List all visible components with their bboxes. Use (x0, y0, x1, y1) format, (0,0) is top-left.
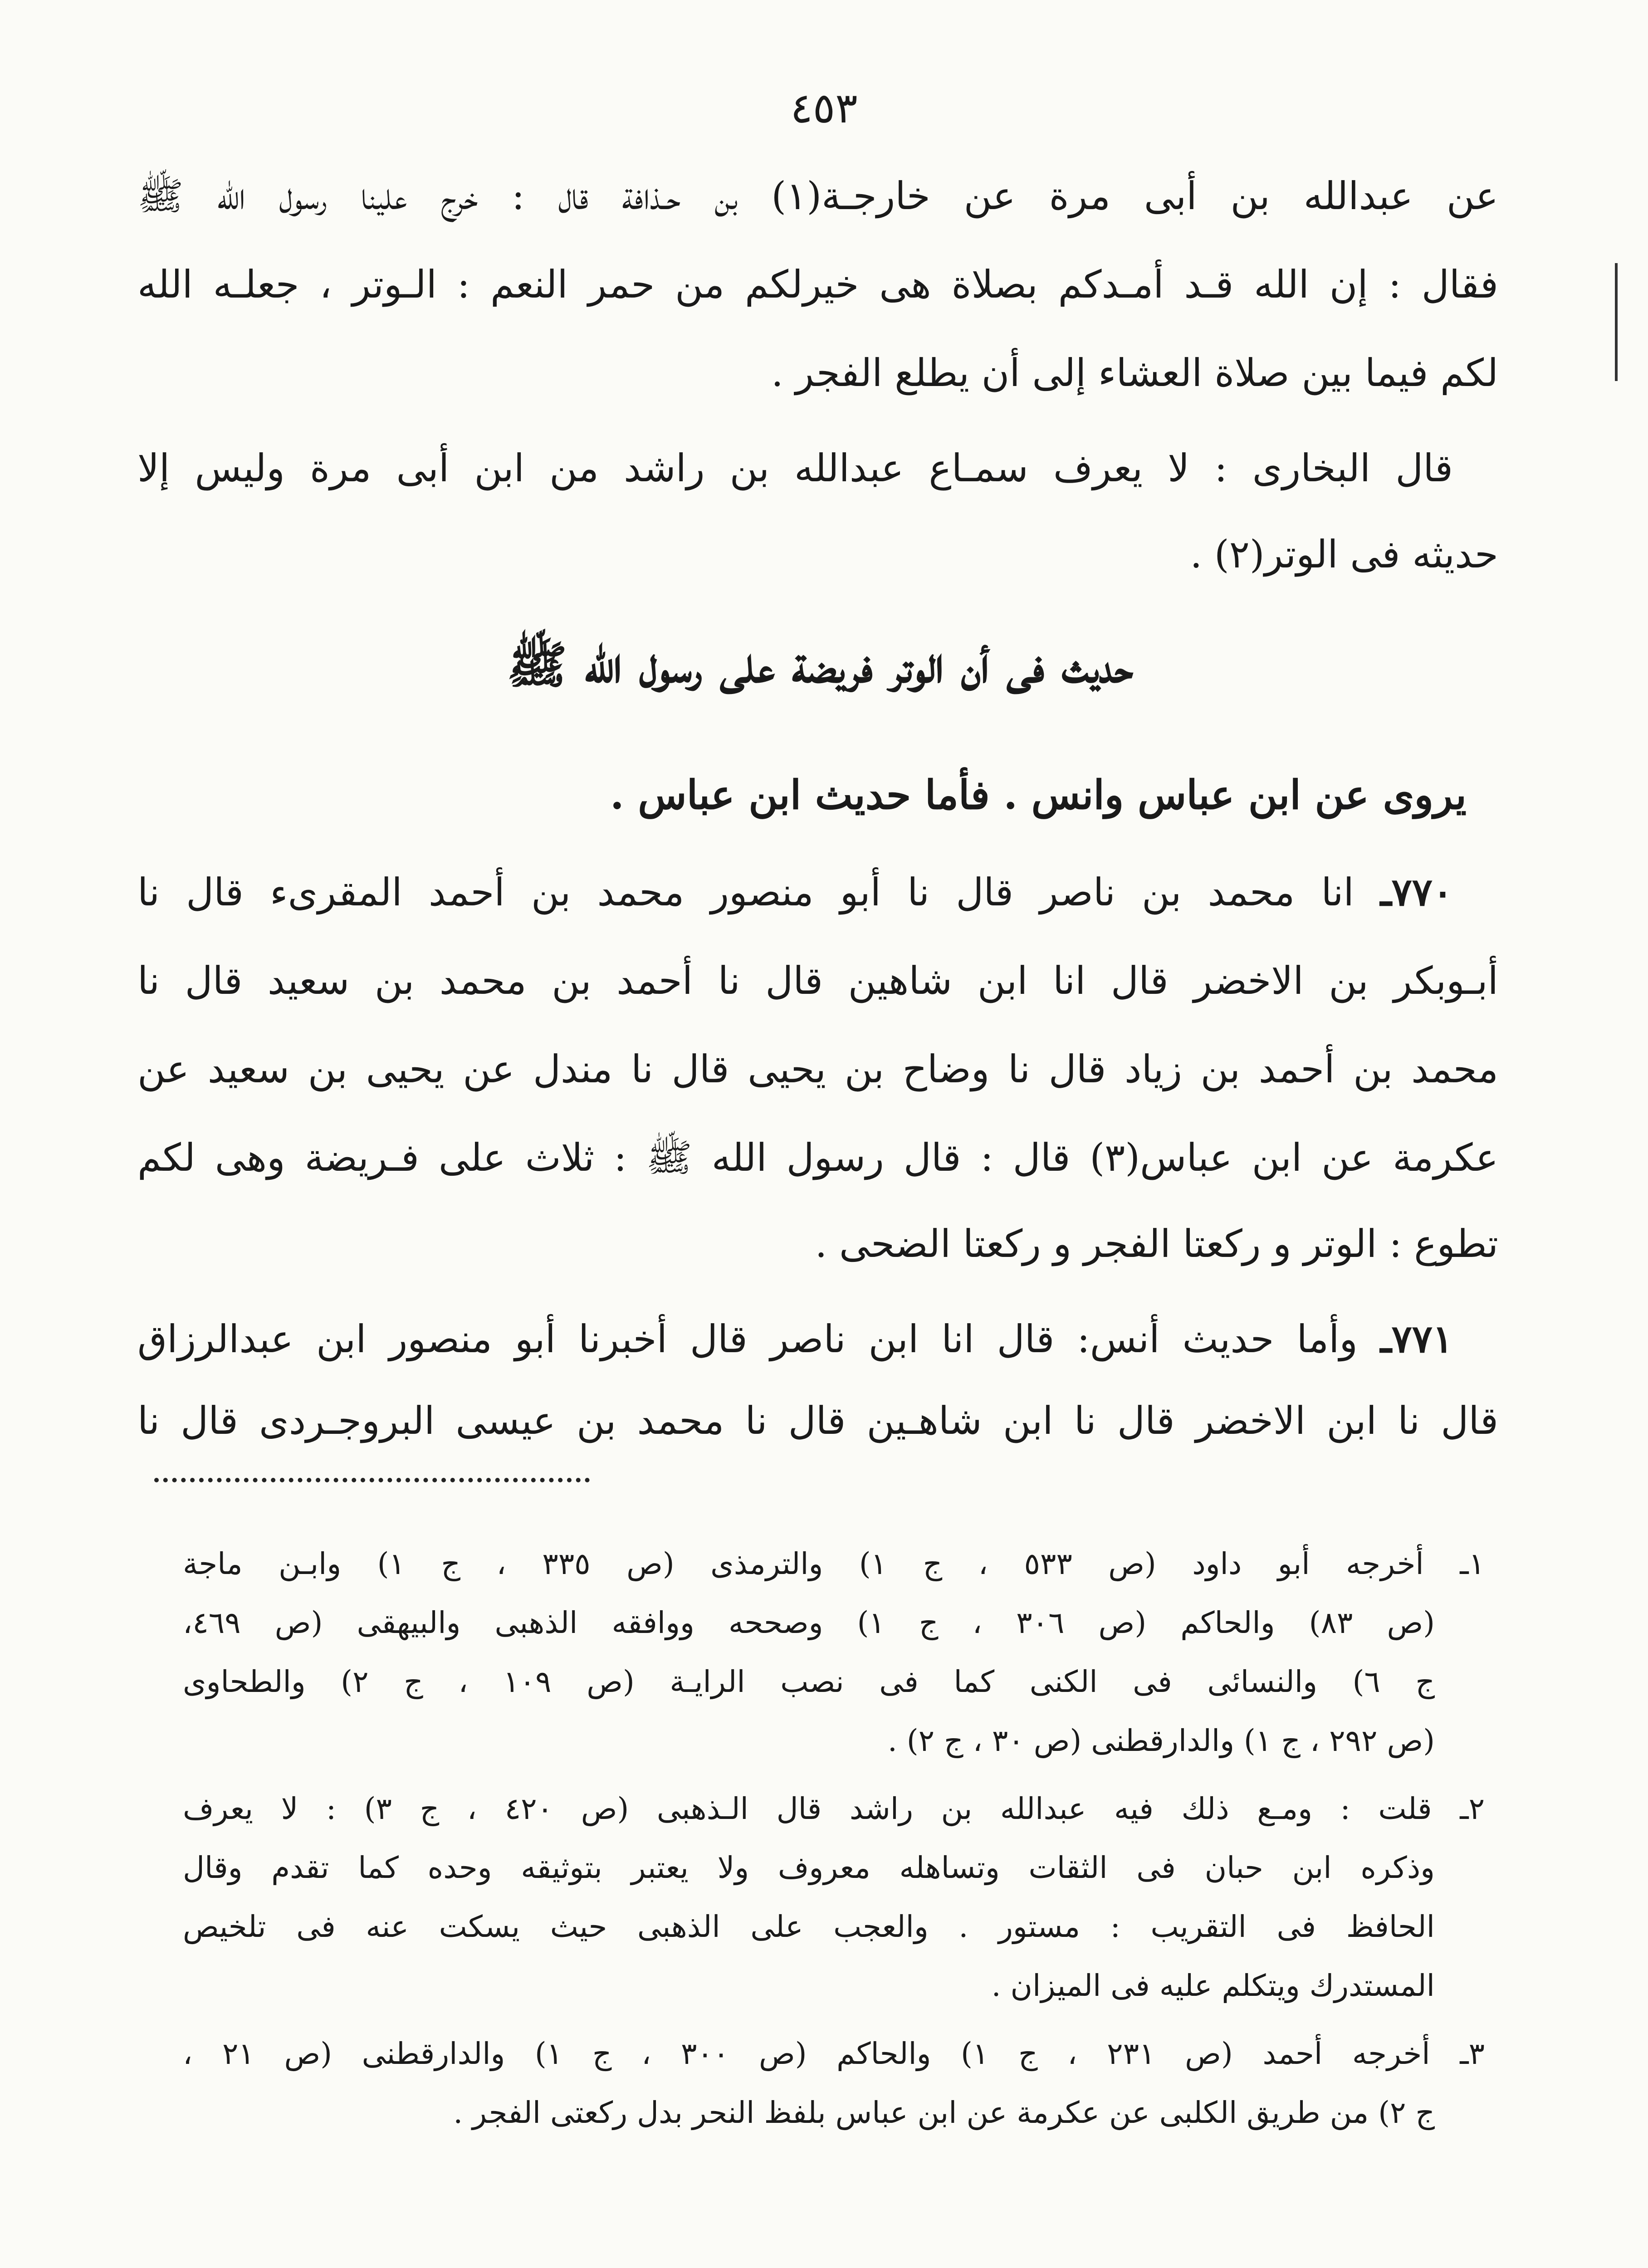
hadith-771-line-1 (137, 1316, 1453, 1361)
footnote-1-line-2: (ص ٨٣) والحاكم (ص ٣٠٦ ، ج ١) وصححه ووافقه الذهبى والبيهقى (ص ٤٦٩، (183, 1605, 1435, 1640)
footnote-2-line-1 (183, 1791, 1485, 1826)
hadith-770-line-3: محمد بن أحمد بن زياد قال نا وضاح بن يحيى قال نا مندل عن يحيى بن سعيد عن (137, 1047, 1498, 1091)
footnote-3-text-1: أخرجه أحمد (ص ٢٣١ ، ج ١) والحاكم (ص ٣٠٠ ، ج ١) والدارقطنى (ص ٢١ ، (183, 2036, 1430, 2071)
hadith-771-number: ٧٧١ـ (1380, 1316, 1453, 1361)
footnote-1-line-1 (183, 1546, 1485, 1581)
footnote-1-line-3: ج ٦) والنسائى فى الكنى كما فى نصب الرايـة (ص ١٠٩ ، ج ٢) والطحاوى (183, 1664, 1435, 1699)
hadith-770-line-2: أبـوبكر بن الاخضر قال انا ابن شاهين قال نا أحمد بن محمد بن سعيد قال نا (137, 958, 1498, 1003)
hadith-770-line-4: عكرمة عن ابن عباس(٣) قال : قال رسول الله ﷺ : ثلاث على فـريضة وهى لكم (137, 1135, 1499, 1180)
footnote-3-line-2: ج ٢) من طريق الكلبى عن عكرمة عن ابن عباس بلفظ النحر بدل ركعتى الفجر . (453, 2095, 1435, 2130)
footnote-1-line-4: (ص ٢٩٢ ، ج ١) والدارقطنى (ص ٣٠ ، ج ٢) . (887, 1723, 1435, 1758)
intro-line-3: لكم فيما بين صلاة العشاء إلى أن يطلع الفجر . (771, 351, 1498, 395)
section-heading: حديث فى أن الوتر فريضة على رسول الله ﷺ (507, 635, 1134, 694)
footnote-3-line-1 (183, 2036, 1485, 2071)
intro-line-1: عن عبدالله بن أبى مرة عن خارجـة(١) بن حـذافة قال : خرج علينا رسول الله ﷺ (137, 174, 1498, 218)
footnote-2-marker: ٢ـ (1460, 1791, 1485, 1826)
footnote-2-line-3: الحافظ فى التقريب : مستور . والعجب على الذهبى حيث يسكت عنه فى تلخيص (183, 1909, 1435, 1944)
section-subheading: يروى عن ابن عباس وانس . فأما حديث ابن عباس . (610, 771, 1467, 818)
hadith-770-text-1: انا محمد بن ناصر قال نا أبو منصور محمد بن أحمد المقرىء قال نا (137, 870, 1354, 914)
hadith-770-line-5: تطوع : الوتر و ركعتا الفجر و ركعتا الضحى . (815, 1222, 1498, 1266)
hadith-771-text-1: وأما حديث أنس: قال انا ابن ناصر قال أخبرنا أبو منصور ابن عبدالرزاق (137, 1317, 1358, 1361)
binding-edge-mark (1615, 263, 1618, 381)
footnote-2-line-4: المستدرك ويتكلم عليه فى الميزان . (991, 1968, 1435, 2003)
footnote-2-text-1: قلت : ومـع ذلك فيه عبدالله بن راشد قال الـذهبى (ص ٤٢٠ ، ج ٣) : لا يعرف (183, 1791, 1432, 1826)
hadith-770-number: ٧٧٠ـ (1380, 870, 1453, 914)
intro-line-2: فقال : إن الله قـد أمـدكم بصلاة هى خيرلكم من حمر النعم : الـوتر ، جعلـه الله (137, 262, 1498, 307)
footnote-1-text-1: أخرجه أبو داود (ص ٥٣٣ ، ج ١) والترمذى (ص ٣٣٥ ، ج ١) وابـن ماجة (183, 1546, 1424, 1581)
footnote-1-marker: ١ـ (1460, 1546, 1485, 1581)
footnote-2-line-2: وذكره ابن حبان فى الثقات وتساهله معروف ولا يعتبر بتوثيقه وحده كما تقدم وقال (183, 1850, 1435, 1885)
footnote-3-marker: ٣ـ (1460, 2036, 1485, 2071)
page-number: ٤٥٣ (790, 84, 858, 132)
hadith-770-line-1 (137, 870, 1453, 914)
footnote-divider (154, 1478, 590, 1482)
bukhari-line-2: حديثه فى الوتر(٢) . (1190, 532, 1498, 577)
bukhari-line-1: قال البخارى : لا يعرف سمـاع عبدالله بن راشد من ابن أبى مرة وليس إلا (137, 446, 1453, 490)
hadith-771-line-2: قال نا ابن الاخضر قال نا ابن شاهـين قال نا محمد بن عيسى البروجـردى قال نا (137, 1398, 1498, 1443)
